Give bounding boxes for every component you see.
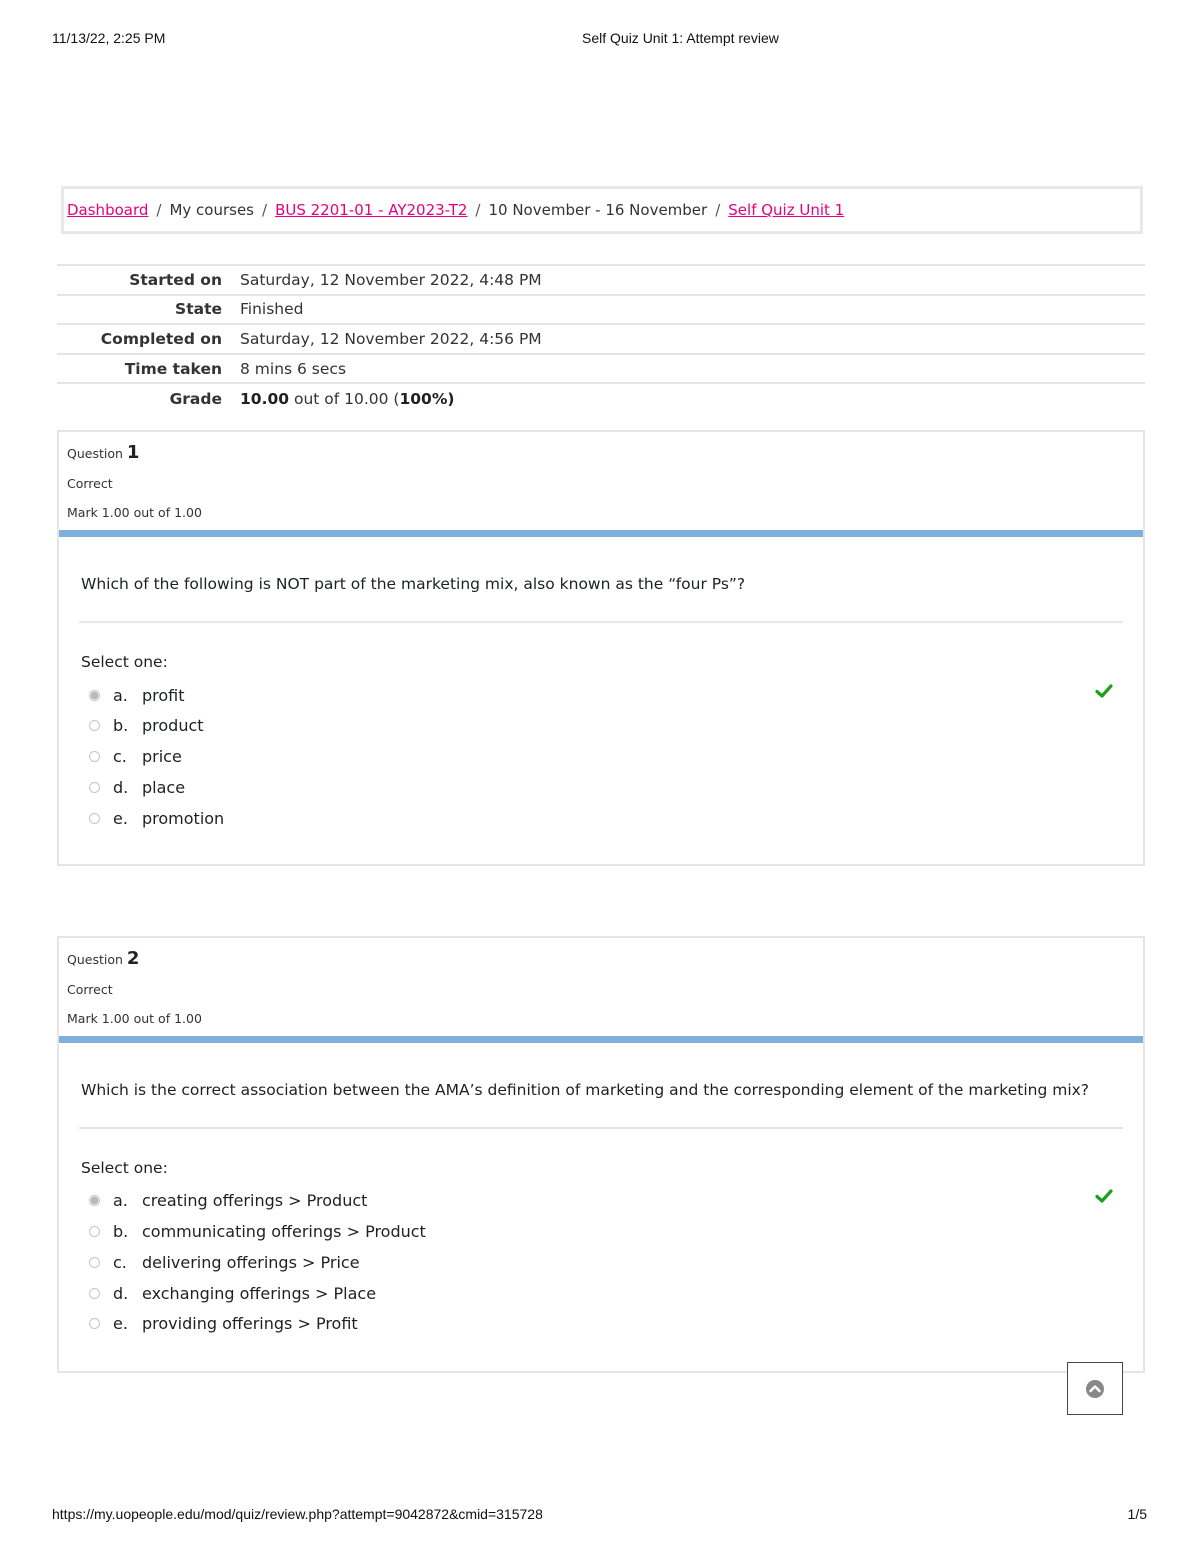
chevron-up-circle-icon <box>1085 1379 1105 1399</box>
option-text: communicating offerings > Product <box>142 1221 426 1241</box>
summary-row-state <box>57 295 1145 325</box>
option-letter: c. <box>113 746 127 766</box>
attempt-summary-table <box>57 264 1145 413</box>
summary-row-completed <box>57 324 1145 354</box>
question-number <box>67 442 139 463</box>
question-text: Which of the following is NOT part of the marketing mix, also known as the “four Ps”? <box>81 575 746 593</box>
option-letter: e. <box>113 808 128 828</box>
radio-button-selected[interactable] <box>89 690 100 701</box>
scroll-to-top-button[interactable] <box>1067 1362 1123 1415</box>
breadcrumb <box>61 186 1143 234</box>
answer-option-d[interactable] <box>89 1282 376 1304</box>
answer-option-b[interactable] <box>89 714 204 736</box>
answer-option-e[interactable] <box>89 1312 358 1334</box>
answer-option-a[interactable] <box>89 1189 367 1211</box>
radio-button[interactable] <box>89 751 100 762</box>
option-text: promotion <box>142 808 225 828</box>
answer-option-e[interactable] <box>89 807 224 829</box>
radio-button[interactable] <box>89 720 100 731</box>
grade-close-paren: ) <box>447 389 455 408</box>
breadcrumb-week: 10 November - 16 November <box>488 201 708 219</box>
question-state: Correct <box>67 982 113 997</box>
option-letter: a. <box>113 685 128 705</box>
breadcrumb-quiz-link[interactable]: Self Quiz Unit 1 <box>728 201 845 219</box>
answer-option-d[interactable] <box>89 776 185 798</box>
grade-percent: 100% <box>399 389 448 408</box>
radio-button[interactable] <box>89 1318 100 1329</box>
radio-button[interactable] <box>89 1226 100 1237</box>
option-text: creating offerings > Product <box>142 1190 368 1210</box>
summary-value: Saturday, 12 November 2022, 4:56 PM <box>240 329 542 348</box>
question-state: Correct <box>67 476 113 491</box>
option-text: providing offerings > Profit <box>142 1313 358 1333</box>
question-mark: Mark 1.00 out of 1.00 <box>67 1011 202 1026</box>
question-divider <box>79 1127 1123 1129</box>
question-accent-bar <box>59 1036 1143 1043</box>
option-text: profit <box>142 685 185 705</box>
breadcrumb-separator: / <box>715 201 721 219</box>
summary-value: Saturday, 12 November 2022, 4:48 PM <box>240 270 542 289</box>
print-page-number: 1/5 <box>1127 1506 1147 1522</box>
question-info <box>59 938 1143 1036</box>
option-text: place <box>142 777 186 797</box>
summary-value <box>240 383 1145 413</box>
select-one-prompt: Select one: <box>81 653 168 671</box>
option-letter: d. <box>113 777 129 797</box>
option-letter: d. <box>113 1283 129 1303</box>
summary-value: 8 mins 6 secs <box>240 359 347 378</box>
radio-button[interactable] <box>89 813 100 824</box>
breadcrumb-course-link[interactable]: BUS 2201-01 - AY2023-T2 <box>275 201 468 219</box>
summary-label: State <box>175 300 222 319</box>
print-url: https://my.uopeople.edu/mod/quiz/review.php?attempt=9042872&cmid=315728 <box>52 1506 543 1522</box>
radio-button[interactable] <box>89 782 100 793</box>
summary-label: Completed on <box>100 329 222 348</box>
breadcrumb-separator: / <box>475 201 481 219</box>
option-letter: e. <box>113 1313 128 1333</box>
answer-option-c[interactable] <box>89 1251 360 1273</box>
summary-row-grade <box>57 383 1145 413</box>
grade-out-of: out of 10.00 ( <box>289 389 400 408</box>
question-number-value: 1 <box>126 442 140 463</box>
question-2 <box>57 936 1145 1373</box>
breadcrumb-separator: / <box>156 201 162 219</box>
option-letter: b. <box>113 715 129 735</box>
summary-row-started <box>57 265 1145 295</box>
option-letter: a. <box>113 1190 128 1210</box>
question-1 <box>57 430 1145 866</box>
checkmark-icon <box>1095 1188 1113 1204</box>
answer-option-c[interactable] <box>89 745 182 767</box>
answer-option-a[interactable] <box>89 684 185 706</box>
question-text: Which is the correct association between the AMA’s definition of marketing and the corresponding element of the marketing mix? <box>81 1081 1090 1099</box>
option-letter: c. <box>113 1252 127 1272</box>
breadcrumb-my-courses: My courses <box>169 201 254 219</box>
option-letter: b. <box>113 1221 129 1241</box>
question-info <box>59 432 1143 530</box>
radio-button[interactable] <box>89 1288 100 1299</box>
option-text: delivering offerings > Price <box>142 1252 360 1272</box>
question-number-value: 2 <box>126 948 140 969</box>
answer-option-b[interactable] <box>89 1220 426 1242</box>
question-divider <box>79 621 1123 623</box>
question-accent-bar <box>59 530 1143 537</box>
question-mark: Mark 1.00 out of 1.00 <box>67 505 202 520</box>
print-page-title: Self Quiz Unit 1: Attempt review <box>582 30 779 46</box>
question-number <box>67 948 139 969</box>
question-label: Question <box>67 952 123 967</box>
select-one-prompt: Select one: <box>81 1159 168 1177</box>
grade-score: 10.00 <box>240 389 290 408</box>
summary-label: Started on <box>129 270 222 289</box>
option-text: exchanging offerings > Place <box>142 1283 377 1303</box>
option-text: price <box>142 746 182 766</box>
option-text: product <box>142 715 204 735</box>
question-label: Question <box>67 446 123 461</box>
summary-label: Grade <box>169 389 222 408</box>
breadcrumb-dashboard-link[interactable]: Dashboard <box>67 201 149 219</box>
radio-button-selected[interactable] <box>89 1195 100 1206</box>
print-datetime: 11/13/22, 2:25 PM <box>52 30 166 46</box>
breadcrumb-separator: / <box>262 201 268 219</box>
summary-label: Time taken <box>124 359 222 378</box>
checkmark-icon <box>1095 683 1113 699</box>
radio-button[interactable] <box>89 1257 100 1268</box>
summary-value: Finished <box>240 300 304 319</box>
summary-row-time-taken <box>57 354 1145 384</box>
